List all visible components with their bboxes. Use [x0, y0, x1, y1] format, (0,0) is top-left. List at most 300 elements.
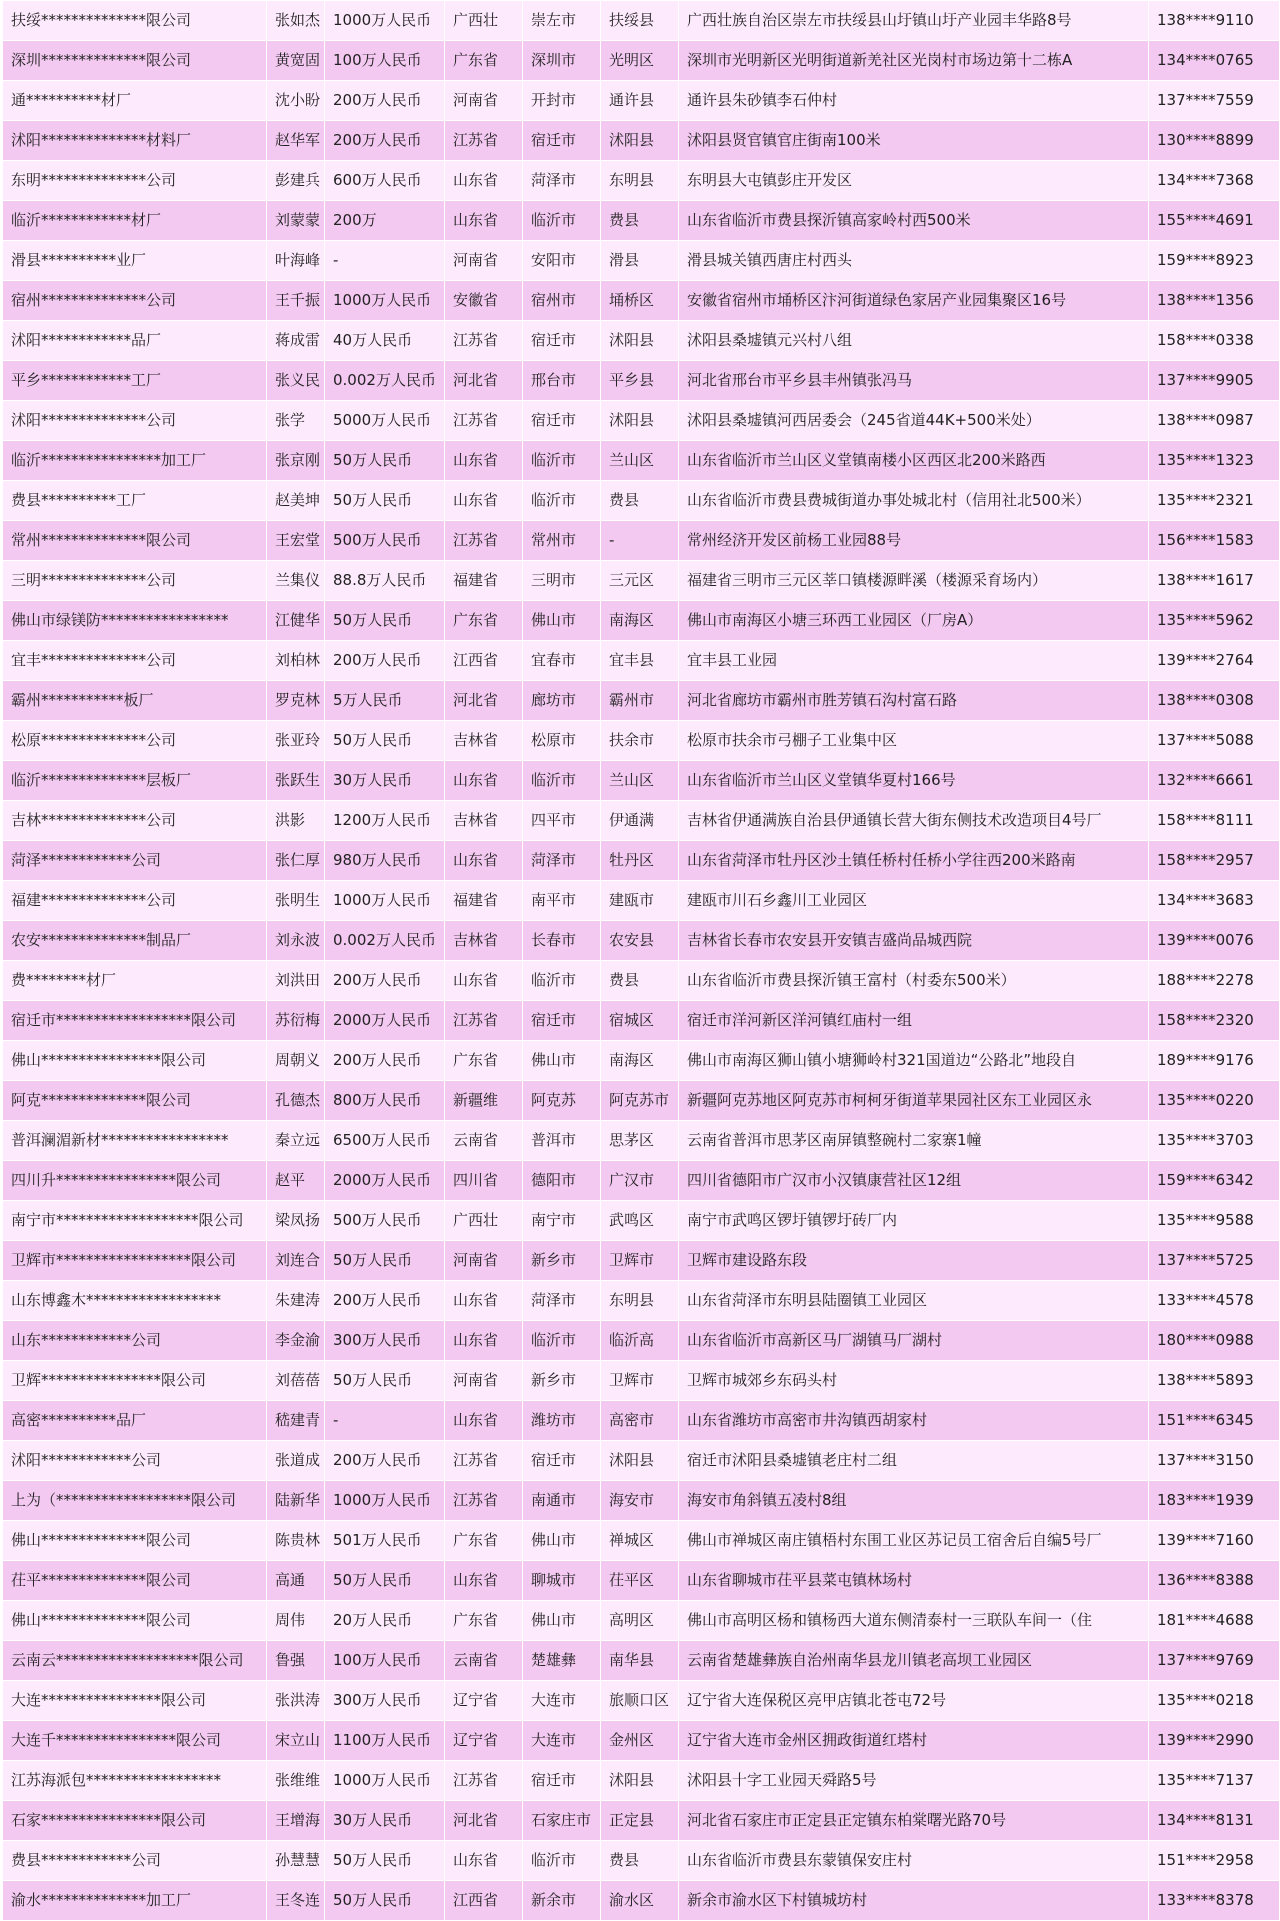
- company-name-cell: 菏泽************公司: [3, 841, 267, 881]
- province-cell: 山东省: [445, 1841, 523, 1881]
- province-cell: 福建省: [445, 561, 523, 601]
- address-cell: 四川省德阳市广汉市小汉镇康营社区12组: [679, 1161, 1149, 1201]
- district-cell: 兰山区: [601, 761, 679, 801]
- table-row: [3, 1681, 1280, 1721]
- address-cell: 吉林省伊通满族自治县伊通镇长营大街东侧技术改造项目4号厂: [679, 801, 1149, 841]
- phone-cell: 138****1617: [1149, 561, 1280, 601]
- table-row: [3, 1001, 1280, 1041]
- registered-capital-cell: 5万人民币: [325, 681, 445, 721]
- phone-cell: 159****6342: [1149, 1161, 1280, 1201]
- address-cell: 广西壮族自治区崇左市扶绥县山圩镇山圩产业园丰华路8号: [679, 1, 1149, 41]
- address-cell: 新疆阿克苏地区阿克苏市柯柯牙街道苹果园社区东工业园区永: [679, 1081, 1149, 1121]
- address-cell: 宿迁市洋河新区洋河镇红庙村一组: [679, 1001, 1149, 1041]
- address-cell: 宜丰县工业园: [679, 641, 1149, 681]
- district-cell: 南海区: [601, 1041, 679, 1081]
- address-cell: 佛山市南海区小塘三环西工业园区（厂房A）: [679, 601, 1149, 641]
- district-cell: 费县: [601, 201, 679, 241]
- legal-person-cell: 刘连合: [267, 1241, 325, 1281]
- legal-person-cell: 蒋成雷: [267, 321, 325, 361]
- address-cell: 沭阳县桑墟镇元兴村八组: [679, 321, 1149, 361]
- city-cell: 三明市: [523, 561, 601, 601]
- registered-capital-cell: -: [325, 241, 445, 281]
- registered-capital-cell: 300万人民币: [325, 1321, 445, 1361]
- company-name-cell: 大连****************限公司: [3, 1681, 267, 1721]
- registered-capital-cell: 300万人民币: [325, 1681, 445, 1721]
- district-cell: 南海区: [601, 601, 679, 641]
- province-cell: 江苏省: [445, 1001, 523, 1041]
- city-cell: 临沂市: [523, 761, 601, 801]
- province-cell: 山东省: [445, 961, 523, 1001]
- table-row: [3, 361, 1280, 401]
- legal-person-cell: 苏衍梅: [267, 1001, 325, 1041]
- city-cell: 南通市: [523, 1481, 601, 1521]
- phone-cell: 158****2320: [1149, 1001, 1280, 1041]
- legal-person-cell: 张跃生: [267, 761, 325, 801]
- phone-cell: 135****9588: [1149, 1201, 1280, 1241]
- address-cell: 山东省临沂市费县东蒙镇保安庄村: [679, 1841, 1149, 1881]
- legal-person-cell: 兰集仪: [267, 561, 325, 601]
- province-cell: 云南省: [445, 1121, 523, 1161]
- company-name-cell: 卫辉****************限公司: [3, 1361, 267, 1401]
- province-cell: 广东省: [445, 601, 523, 641]
- district-cell: 广汉市: [601, 1161, 679, 1201]
- phone-cell: 134****7368: [1149, 161, 1280, 201]
- address-cell: 山东省聊城市茌平县菜屯镇林场村: [679, 1561, 1149, 1601]
- table-row: [3, 1761, 1280, 1801]
- district-cell: 旅顺口区: [601, 1681, 679, 1721]
- legal-person-cell: 刘蒙蒙: [267, 201, 325, 241]
- district-cell: 沭阳县: [601, 121, 679, 161]
- phone-cell: 138****9110: [1149, 1, 1280, 41]
- phone-cell: 134****3683: [1149, 881, 1280, 921]
- address-cell: 卫辉市城郊乡东码头村: [679, 1361, 1149, 1401]
- table-row: [3, 1281, 1280, 1321]
- legal-person-cell: 梁凤扬: [267, 1201, 325, 1241]
- legal-person-cell: 洪影: [267, 801, 325, 841]
- city-cell: 阿克苏: [523, 1081, 601, 1121]
- city-cell: 崇左市: [523, 1, 601, 41]
- legal-person-cell: 张明生: [267, 881, 325, 921]
- registered-capital-cell: 30万人民币: [325, 1801, 445, 1841]
- company-name-cell: 农安**************制品厂: [3, 921, 267, 961]
- company-name-cell: 佛山****************限公司: [3, 1041, 267, 1081]
- address-cell: 深圳市光明新区光明街道新羌社区光岗村市场边第十二栋A: [679, 41, 1149, 81]
- district-cell: 沭阳县: [601, 1441, 679, 1481]
- table-row: [3, 1881, 1280, 1921]
- district-cell: 费县: [601, 481, 679, 521]
- province-cell: 山东省: [445, 1321, 523, 1361]
- registered-capital-cell: 2000万人民币: [325, 1161, 445, 1201]
- company-name-cell: 通**********材厂: [3, 81, 267, 121]
- table-row: [3, 1121, 1280, 1161]
- phone-cell: 132****6661: [1149, 761, 1280, 801]
- district-cell: 埇桥区: [601, 281, 679, 321]
- registered-capital-cell: 20万人民币: [325, 1601, 445, 1641]
- province-cell: 广东省: [445, 1041, 523, 1081]
- table-row: [3, 681, 1280, 721]
- registered-capital-cell: 1100万人民币: [325, 1721, 445, 1761]
- table-row: [3, 201, 1280, 241]
- city-cell: 临沂市: [523, 201, 601, 241]
- district-cell: 宿城区: [601, 1001, 679, 1041]
- province-cell: 广西壮: [445, 1201, 523, 1241]
- company-name-cell: 松原**************公司: [3, 721, 267, 761]
- registered-capital-cell: 1000万人民币: [325, 1, 445, 41]
- legal-person-cell: 朱建涛: [267, 1281, 325, 1321]
- registered-capital-cell: 30万人民币: [325, 761, 445, 801]
- table-row: [3, 321, 1280, 361]
- province-cell: 广东省: [445, 1521, 523, 1561]
- district-cell: 南华县: [601, 1641, 679, 1681]
- registered-capital-cell: 0.002万人民币: [325, 921, 445, 961]
- company-name-cell: 临沂************材厂: [3, 201, 267, 241]
- district-cell: 东明县: [601, 161, 679, 201]
- legal-person-cell: 张学: [267, 401, 325, 441]
- table-row: [3, 1321, 1280, 1361]
- legal-person-cell: 张洪涛: [267, 1681, 325, 1721]
- address-cell: 河北省廊坊市霸州市胜芳镇石沟村富石路: [679, 681, 1149, 721]
- registered-capital-cell: 0.002万人民币: [325, 361, 445, 401]
- phone-cell: 133****8378: [1149, 1881, 1280, 1921]
- city-cell: 佛山市: [523, 1601, 601, 1641]
- province-cell: 吉林省: [445, 921, 523, 961]
- table-row: [3, 1361, 1280, 1401]
- province-cell: 广西壮: [445, 1, 523, 41]
- address-cell: 南宁市武鸣区锣圩镇锣圩砖厂内: [679, 1201, 1149, 1241]
- phone-cell: 137****7559: [1149, 81, 1280, 121]
- registered-capital-cell: 50万人民币: [325, 481, 445, 521]
- registered-capital-cell: 500万人民币: [325, 521, 445, 561]
- address-cell: 山东省潍坊市高密市井沟镇西胡家村: [679, 1401, 1149, 1441]
- registered-capital-cell: 50万人民币: [325, 721, 445, 761]
- province-cell: 广东省: [445, 1601, 523, 1641]
- legal-person-cell: 陈贵林: [267, 1521, 325, 1561]
- city-cell: 新余市: [523, 1881, 601, 1921]
- registered-capital-cell: 200万人民币: [325, 1041, 445, 1081]
- registered-capital-cell: 1000万人民币: [325, 281, 445, 321]
- registered-capital-cell: 200万人民币: [325, 81, 445, 121]
- city-cell: 临沂市: [523, 961, 601, 1001]
- table-row: [3, 441, 1280, 481]
- province-cell: 新疆维: [445, 1081, 523, 1121]
- district-cell: 高明区: [601, 1601, 679, 1641]
- table-row: [3, 801, 1280, 841]
- province-cell: 河南省: [445, 1241, 523, 1281]
- address-cell: 辽宁省大连市金州区拥政街道红塔村: [679, 1721, 1149, 1761]
- company-name-cell: 三明**************公司: [3, 561, 267, 601]
- district-cell: 卫辉市: [601, 1241, 679, 1281]
- phone-cell: 137****9769: [1149, 1641, 1280, 1681]
- district-cell: 滑县: [601, 241, 679, 281]
- address-cell: 佛山市南海区狮山镇小塘狮岭村321国道边“公路北”地段自: [679, 1041, 1149, 1081]
- registered-capital-cell: 1000万人民币: [325, 881, 445, 921]
- phone-cell: 139****2990: [1149, 1721, 1280, 1761]
- city-cell: 南平市: [523, 881, 601, 921]
- district-cell: 费县: [601, 961, 679, 1001]
- address-cell: 山东省临沂市费县探沂镇王富村（村委东500米）: [679, 961, 1149, 1001]
- company-name-cell: 深圳**************限公司: [3, 41, 267, 81]
- legal-person-cell: 鲁强: [267, 1641, 325, 1681]
- table-row: [3, 1161, 1280, 1201]
- table-row: [3, 1441, 1280, 1481]
- legal-person-cell: 张京刚: [267, 441, 325, 481]
- city-cell: 开封市: [523, 81, 601, 121]
- city-cell: 大连市: [523, 1681, 601, 1721]
- district-cell: 沭阳县: [601, 321, 679, 361]
- company-name-cell: 云南云*******************限公司: [3, 1641, 267, 1681]
- registered-capital-cell: 501万人民币: [325, 1521, 445, 1561]
- company-name-cell: 宿州**************公司: [3, 281, 267, 321]
- table-row: [3, 1801, 1280, 1841]
- province-cell: 山东省: [445, 1561, 523, 1601]
- phone-cell: 138****0987: [1149, 401, 1280, 441]
- phone-cell: 158****8111: [1149, 801, 1280, 841]
- registered-capital-cell: 50万人民币: [325, 441, 445, 481]
- district-cell: 费县: [601, 1841, 679, 1881]
- company-name-cell: 高密**********品厂: [3, 1401, 267, 1441]
- city-cell: 聊城市: [523, 1561, 601, 1601]
- city-cell: 临沂市: [523, 1841, 601, 1881]
- district-cell: 农安县: [601, 921, 679, 961]
- city-cell: 常州市: [523, 521, 601, 561]
- company-name-cell: 佛山市绿镁防*****************: [3, 601, 267, 641]
- phone-cell: 155****4691: [1149, 201, 1280, 241]
- phone-cell: 135****0218: [1149, 1681, 1280, 1721]
- address-cell: 松原市扶余市弓棚子工业集中区: [679, 721, 1149, 761]
- table-row: [3, 961, 1280, 1001]
- city-cell: 宿迁市: [523, 1441, 601, 1481]
- city-cell: 宿迁市: [523, 1001, 601, 1041]
- registered-capital-cell: 50万人民币: [325, 1881, 445, 1921]
- district-cell: 沭阳县: [601, 401, 679, 441]
- phone-cell: 139****7160: [1149, 1521, 1280, 1561]
- address-cell: 海安市角斜镇五凌村8组: [679, 1481, 1149, 1521]
- legal-person-cell: 刘柏林: [267, 641, 325, 681]
- address-cell: 通许县朱砂镇李石仲村: [679, 81, 1149, 121]
- address-cell: 新余市渝水区下村镇城坊村: [679, 1881, 1149, 1921]
- phone-cell: 183****1939: [1149, 1481, 1280, 1521]
- province-cell: 山东省: [445, 441, 523, 481]
- city-cell: 南宁市: [523, 1201, 601, 1241]
- address-cell: 建瓯市川石乡鑫川工业园区: [679, 881, 1149, 921]
- registered-capital-cell: 50万人民币: [325, 1561, 445, 1601]
- phone-cell: 134****0765: [1149, 41, 1280, 81]
- table-row: [3, 601, 1280, 641]
- company-table: [2, 0, 1280, 1921]
- district-cell: 东明县: [601, 1281, 679, 1321]
- phone-cell: 137****5088: [1149, 721, 1280, 761]
- address-cell: 佛山市高明区杨和镇杨西大道东侧清泰村一三联队车间一（住: [679, 1601, 1149, 1641]
- province-cell: 山东省: [445, 841, 523, 881]
- phone-cell: 138****5893: [1149, 1361, 1280, 1401]
- province-cell: 河南省: [445, 81, 523, 121]
- phone-cell: 139****0076: [1149, 921, 1280, 961]
- address-cell: 河北省邢台市平乡县丰州镇张冯马: [679, 361, 1149, 401]
- district-cell: 扶绥县: [601, 1, 679, 41]
- legal-person-cell: 王宏堂: [267, 521, 325, 561]
- province-cell: 山东省: [445, 1281, 523, 1321]
- registered-capital-cell: 200万人民币: [325, 1441, 445, 1481]
- phone-cell: 181****4688: [1149, 1601, 1280, 1641]
- legal-person-cell: 李金渝: [267, 1321, 325, 1361]
- registered-capital-cell: 100万人民币: [325, 41, 445, 81]
- legal-person-cell: 孙慧慧: [267, 1841, 325, 1881]
- registered-capital-cell: 600万人民币: [325, 161, 445, 201]
- registered-capital-cell: 88.8万人民币: [325, 561, 445, 601]
- legal-person-cell: 沈小盼: [267, 81, 325, 121]
- legal-person-cell: 刘蓓蓓: [267, 1361, 325, 1401]
- legal-person-cell: 罗克林: [267, 681, 325, 721]
- legal-person-cell: 陆新华: [267, 1481, 325, 1521]
- district-cell: 宜丰县: [601, 641, 679, 681]
- city-cell: 四平市: [523, 801, 601, 841]
- company-name-cell: 常州**************限公司: [3, 521, 267, 561]
- legal-person-cell: 赵美坤: [267, 481, 325, 521]
- company-name-cell: 普洱澜湄新材*****************: [3, 1121, 267, 1161]
- phone-cell: 135****1323: [1149, 441, 1280, 481]
- address-cell: 东明县大屯镇彭庄开发区: [679, 161, 1149, 201]
- table-row: [3, 1041, 1280, 1081]
- city-cell: 廊坊市: [523, 681, 601, 721]
- address-cell: 辽宁省大连保税区亮甲店镇北苍屯72号: [679, 1681, 1149, 1721]
- company-name-cell: 费********材厂: [3, 961, 267, 1001]
- phone-cell: 151****6345: [1149, 1401, 1280, 1441]
- phone-cell: 137****5725: [1149, 1241, 1280, 1281]
- legal-person-cell: 刘洪田: [267, 961, 325, 1001]
- district-cell: -: [601, 521, 679, 561]
- table-row: [3, 1841, 1280, 1881]
- legal-person-cell: 刘永波: [267, 921, 325, 961]
- city-cell: 佛山市: [523, 1041, 601, 1081]
- district-cell: 正定县: [601, 1801, 679, 1841]
- district-cell: 茌平区: [601, 1561, 679, 1601]
- phone-cell: 189****9176: [1149, 1041, 1280, 1081]
- address-cell: 吉林省长春市农安县开安镇吉盛尚品城西院: [679, 921, 1149, 961]
- province-cell: 云南省: [445, 1641, 523, 1681]
- legal-person-cell: 嵇建青: [267, 1401, 325, 1441]
- city-cell: 深圳市: [523, 41, 601, 81]
- phone-cell: 135****2321: [1149, 481, 1280, 521]
- company-name-cell: 大连千****************限公司: [3, 1721, 267, 1761]
- address-cell: 河北省石家庄市正定县正定镇东柏棠曙光路70号: [679, 1801, 1149, 1841]
- province-cell: 江西省: [445, 641, 523, 681]
- district-cell: 海安市: [601, 1481, 679, 1521]
- district-cell: 沭阳县: [601, 1761, 679, 1801]
- phone-cell: 130****8899: [1149, 121, 1280, 161]
- registered-capital-cell: 1000万人民币: [325, 1761, 445, 1801]
- address-cell: 安徽省宿州市埇桥区汴河街道绿色家居产业园集聚区16号: [679, 281, 1149, 321]
- company-name-cell: 江苏海派包******************: [3, 1761, 267, 1801]
- registered-capital-cell: 200万人民币: [325, 1281, 445, 1321]
- address-cell: 山东省菏泽市牡丹区沙土镇任桥村任桥小学往西200米路南: [679, 841, 1149, 881]
- phone-cell: 138****1356: [1149, 281, 1280, 321]
- city-cell: 德阳市: [523, 1161, 601, 1201]
- company-name-cell: 沭阳**************材料厂: [3, 121, 267, 161]
- registered-capital-cell: 5000万人民币: [325, 401, 445, 441]
- district-cell: 三元区: [601, 561, 679, 601]
- province-cell: 山东省: [445, 1401, 523, 1441]
- city-cell: 宿州市: [523, 281, 601, 321]
- province-cell: 安徽省: [445, 281, 523, 321]
- phone-cell: 135****5962: [1149, 601, 1280, 641]
- city-cell: 大连市: [523, 1721, 601, 1761]
- address-cell: 云南省普洱市思茅区南屏镇整碗村二家寨1幢: [679, 1121, 1149, 1161]
- province-cell: 江西省: [445, 1881, 523, 1921]
- legal-person-cell: 张义民: [267, 361, 325, 401]
- province-cell: 吉林省: [445, 801, 523, 841]
- legal-person-cell: 孔德杰: [267, 1081, 325, 1121]
- province-cell: 江苏省: [445, 1481, 523, 1521]
- registered-capital-cell: 200万人民币: [325, 641, 445, 681]
- province-cell: 江苏省: [445, 401, 523, 441]
- table-body: [3, 1, 1280, 1921]
- district-cell: 扶余市: [601, 721, 679, 761]
- province-cell: 河南省: [445, 241, 523, 281]
- phone-cell: 159****8923: [1149, 241, 1280, 281]
- legal-person-cell: 赵平: [267, 1161, 325, 1201]
- province-cell: 山东省: [445, 201, 523, 241]
- company-name-cell: 阿克**************限公司: [3, 1081, 267, 1121]
- district-cell: 霸州市: [601, 681, 679, 721]
- city-cell: 石家庄市: [523, 1801, 601, 1841]
- city-cell: 临沂市: [523, 1321, 601, 1361]
- address-cell: 宿迁市沭阳县桑墟镇老庄村二组: [679, 1441, 1149, 1481]
- table-row: [3, 721, 1280, 761]
- phone-cell: 156****1583: [1149, 521, 1280, 561]
- city-cell: 邢台市: [523, 361, 601, 401]
- city-cell: 菏泽市: [523, 161, 601, 201]
- registered-capital-cell: 200万: [325, 201, 445, 241]
- province-cell: 江苏省: [445, 521, 523, 561]
- company-name-cell: 临沂****************加工厂: [3, 441, 267, 481]
- province-cell: 山东省: [445, 481, 523, 521]
- legal-person-cell: 黄宽固: [267, 41, 325, 81]
- phone-cell: 137****9905: [1149, 361, 1280, 401]
- table-row: [3, 1521, 1280, 1561]
- legal-person-cell: 张如杰: [267, 1, 325, 41]
- table-row: [3, 1, 1280, 41]
- table-row: [3, 121, 1280, 161]
- registered-capital-cell: 50万人民币: [325, 1841, 445, 1881]
- city-cell: 临沂市: [523, 481, 601, 521]
- province-cell: 辽宁省: [445, 1681, 523, 1721]
- address-cell: 沭阳县十字工业园天舜路5号: [679, 1761, 1149, 1801]
- address-cell: 云南省楚雄彝族自治州南华县龙川镇老高坝工业园区: [679, 1641, 1149, 1681]
- city-cell: 菏泽市: [523, 841, 601, 881]
- phone-cell: 135****3703: [1149, 1121, 1280, 1161]
- table-row: [3, 1561, 1280, 1601]
- registered-capital-cell: -: [325, 1401, 445, 1441]
- company-name-cell: 沭阳************品厂: [3, 321, 267, 361]
- legal-person-cell: 江健华: [267, 601, 325, 641]
- table-row: [3, 1241, 1280, 1281]
- company-name-cell: 临沂**************层板厂: [3, 761, 267, 801]
- legal-person-cell: 张维维: [267, 1761, 325, 1801]
- district-cell: 武鸣区: [601, 1201, 679, 1241]
- table-row: [3, 81, 1280, 121]
- district-cell: 禅城区: [601, 1521, 679, 1561]
- city-cell: 新乡市: [523, 1361, 601, 1401]
- legal-person-cell: 叶海峰: [267, 241, 325, 281]
- table-row: [3, 241, 1280, 281]
- legal-person-cell: 张仁厚: [267, 841, 325, 881]
- legal-person-cell: 彭建兵: [267, 161, 325, 201]
- city-cell: 宜春市: [523, 641, 601, 681]
- province-cell: 河北省: [445, 681, 523, 721]
- province-cell: 吉林省: [445, 721, 523, 761]
- province-cell: 辽宁省: [445, 1721, 523, 1761]
- phone-cell: 134****8131: [1149, 1801, 1280, 1841]
